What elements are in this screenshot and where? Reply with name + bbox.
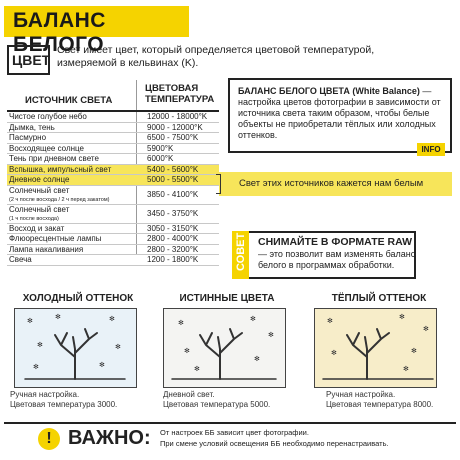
svg-text:✻: ✻ (109, 315, 115, 323)
light-source-cell: Солнечный свет (9, 204, 70, 214)
temperature-cell: 12000 - 18000°K (147, 112, 208, 121)
light-source-cell: Свеча (9, 255, 32, 264)
footer-note-line2: При смене условий освещения ББ необходимо перенастраивать. (160, 439, 389, 448)
light-source-cell: Пасмурно (9, 133, 47, 142)
true-color-caption (163, 390, 270, 410)
temperature-cell: 2800 - 3200°K (147, 244, 199, 254)
light-source-cell: Солнечный свет (9, 185, 70, 195)
table-row (7, 112, 219, 123)
svg-text:✻: ✻ (55, 313, 61, 321)
true-color-caption-line1: Дневной свет. (163, 390, 215, 399)
temperature-cell: 5000 - 5500°K (147, 175, 199, 184)
warm-tone-caption (326, 390, 433, 410)
tip-tag (232, 231, 249, 279)
svg-text:✻: ✻ (254, 355, 260, 363)
light-source-cell: Дымка, тень (9, 122, 55, 132)
cold-tone-caption (10, 390, 117, 410)
table-row (7, 255, 219, 266)
svg-text:✻: ✻ (27, 317, 33, 325)
table-row (7, 234, 219, 245)
footer-note (160, 427, 389, 449)
footer-note-line1: От настроек ББ зависит цвет фотографии. (160, 428, 309, 437)
cold-tone-title: ХОЛОДНЫЙ ОТТЕНОК (22, 293, 134, 304)
white-balance-title: БАЛАНС БЕЛОГО ЦВЕТА (White Balance) (238, 86, 420, 96)
page-title: БАЛАНС БЕЛОГО (13, 9, 106, 56)
light-source-cell: Флюоресцентные лампы (9, 234, 102, 243)
table-header (7, 80, 219, 112)
light-source-cell: Дневное солнце (9, 175, 70, 184)
snowy-tree-illustration (15, 309, 135, 386)
true-color-panel (163, 308, 286, 388)
temperature-cell: 1200 - 1800°K (147, 255, 199, 264)
table-row (7, 144, 219, 155)
svg-text:✻: ✻ (250, 315, 256, 323)
snowy-tree-illustration (164, 309, 284, 386)
temperature-cell: 3450 - 3750°K (147, 208, 199, 218)
svg-text:✻: ✻ (403, 365, 409, 373)
cold-tone-caption-line2: Цветовая температура 3000. (10, 400, 118, 409)
table-row (7, 123, 219, 134)
white-balance-text (238, 86, 443, 141)
svg-text:✻: ✻ (115, 343, 121, 351)
light-source-cell: Вспышка, импульсный свет (9, 164, 112, 174)
color-tag (7, 45, 50, 75)
svg-text:✻: ✻ (327, 317, 333, 325)
svg-text:✻: ✻ (399, 313, 405, 321)
highlight-band (219, 172, 452, 196)
table-row (7, 154, 219, 165)
cold-tone-panel (14, 308, 137, 388)
warm-tone-title: ТЁПЛЫЙ ОТТЕНОК (331, 293, 427, 304)
table-row (7, 224, 219, 235)
svg-text:✻: ✻ (423, 325, 429, 333)
cold-tone-caption-line1: Ручная настройка. (10, 390, 80, 399)
light-source-cell: Лампа накаливания (9, 244, 84, 254)
warm-tone-panel (314, 308, 437, 388)
tip-tag-label: СОВЕТ (235, 232, 247, 271)
svg-text:✻: ✻ (178, 319, 184, 327)
temperature-cell: 9000 - 12000°K (147, 122, 203, 132)
svg-text:✻: ✻ (331, 349, 337, 357)
svg-text:✻: ✻ (194, 365, 200, 373)
color-temperature-table (7, 80, 219, 266)
warm-tone-caption-line1: Ручная настройка. (326, 390, 396, 399)
warning-icon: ! (38, 428, 60, 450)
temperature-cell: 6500 - 7500°K (147, 133, 199, 142)
table-row (7, 186, 219, 205)
white-balance-box (228, 78, 452, 153)
snowy-tree-illustration (315, 309, 442, 386)
svg-text:✻: ✻ (411, 347, 417, 355)
light-source-note: (2 ч после восхода / 2 ч перед закатом) (9, 196, 110, 203)
col-source-header: ИСТОЧНИК СВЕТА (25, 95, 113, 106)
svg-text:✻: ✻ (268, 331, 274, 339)
color-tag-label: ЦВЕТ (12, 52, 51, 68)
temperature-cell: 6000°K (147, 154, 174, 163)
temperature-cell: 3850 - 4100°K (147, 189, 199, 199)
white-balance-definition: — настройка цветов фотографии в зависимости от источника света таким образом, чтобы белые объекты не приобретали тёплых или холодных оттенков. (238, 86, 441, 140)
svg-text:✻: ✻ (99, 361, 105, 369)
light-source-cell: Тень при дневном свете (9, 154, 99, 163)
table-row (7, 175, 219, 186)
svg-text:✻: ✻ (33, 363, 39, 371)
tip-text: — это позволит вам изменять баланс белого в программах обработки. (258, 249, 416, 270)
info-badge: INFO (417, 143, 445, 156)
temperature-cell: 2800 - 4000°K (147, 234, 199, 243)
temperature-cell: 5400 - 5600°K (147, 164, 199, 174)
temperature-cell: 3050 - 3150°K (147, 223, 199, 233)
warm-tone-caption-line2: Цветовая температура 8000. (326, 400, 434, 409)
light-source-cell: Чистое голубое небо (9, 112, 87, 121)
true-color-title: ИСТИННЫЕ ЦВЕТА (179, 293, 275, 304)
table-row (7, 245, 219, 256)
light-source-cell: Восход и закат (9, 223, 65, 233)
table-body (7, 112, 219, 266)
true-color-caption-line2: Цветовая температура 5000. (163, 400, 271, 409)
svg-text:✻: ✻ (184, 347, 190, 355)
title-banner (4, 6, 189, 56)
tip-title: СНИМАЙТЕ В ФОРМАТЕ RAW (258, 236, 413, 248)
svg-text:✻: ✻ (37, 341, 43, 349)
table-row (7, 133, 219, 144)
table-row (7, 165, 219, 176)
temperature-cell: 5900°K (147, 143, 174, 153)
table-row (7, 205, 219, 224)
light-source-note: (1 ч после восхода) (9, 215, 59, 222)
col-temp-header: ЦВЕТОВАЯ ТЕМПЕРАТУРА (145, 83, 215, 105)
highlight-note: Свет этих источников кажется нам белым (239, 178, 424, 189)
highlight-bracket (216, 174, 221, 194)
light-source-cell: Восходящее солнце (9, 143, 84, 153)
intro-text: Свет имеет цвет, который определяется цветовой температурой, измеряемой в кельвинах (K). (57, 44, 375, 69)
important-label: ВАЖНО: (68, 427, 151, 449)
